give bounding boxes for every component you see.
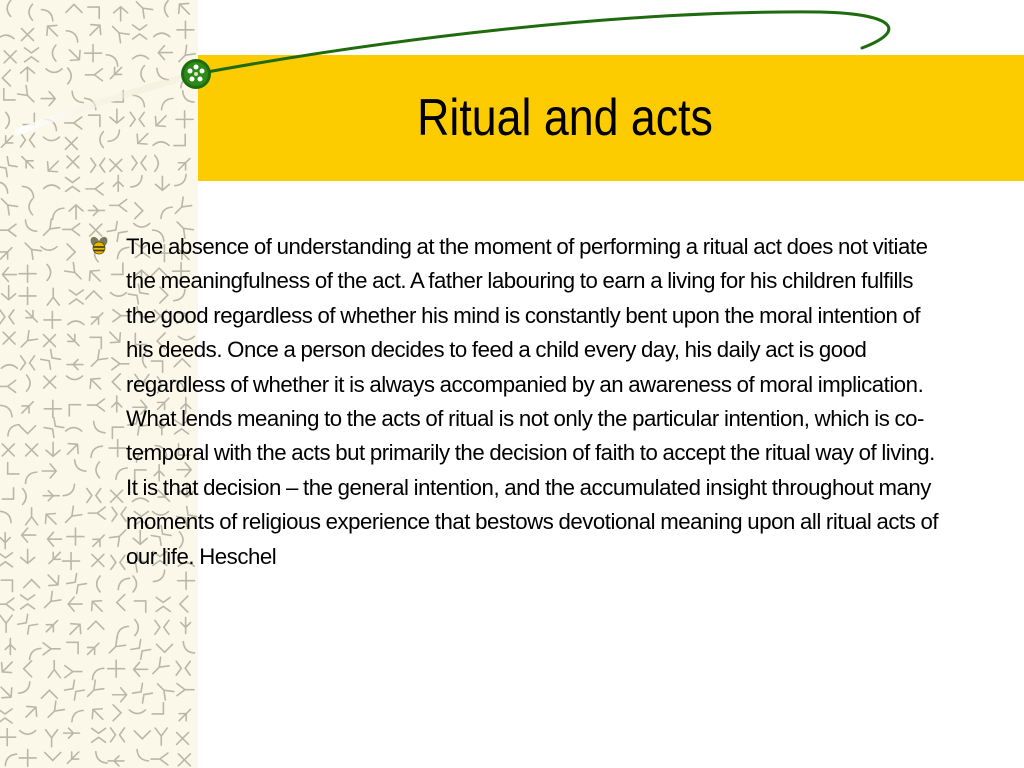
pattern-glyph [41,92,55,106]
pattern-glyph [66,4,82,12]
pattern-glyph [26,508,38,525]
pattern-glyph [181,617,191,633]
pattern-glyph [154,33,170,37]
pattern-glyph [21,29,33,41]
pattern-glyph [177,684,194,696]
pattern-glyph [133,55,149,59]
pattern-glyph [108,22,129,43]
pattern-glyph [21,595,35,609]
pattern-glyph [158,46,172,60]
pattern-glyph [112,91,129,108]
pattern-glyph [7,0,11,16]
pattern-glyph [157,644,173,652]
pattern-glyph [45,549,63,567]
pattern-glyph [46,69,62,73]
pattern-glyph [18,86,39,107]
pattern-glyph [83,680,104,701]
pattern-glyph [43,570,63,590]
pattern-glyph [2,444,14,456]
pattern-glyph [153,680,174,701]
pattern-glyph [88,621,104,629]
pattern-glyph [63,484,77,498]
pattern-glyph [135,203,143,219]
pattern-glyph [63,439,83,459]
pattern-glyph [70,91,84,105]
pattern-glyph [21,549,35,563]
pattern-glyph [68,68,72,84]
pattern-glyph [67,574,87,594]
pattern-glyph [108,660,125,677]
pattern-glyph [135,620,139,636]
pattern-glyph [0,682,16,702]
pattern-glyph [131,640,151,660]
pattern-glyph [0,709,12,723]
pattern-glyph [20,731,36,735]
pattern-glyph [174,134,191,151]
pattern-glyph [20,426,36,434]
pattern-glyph [85,20,105,40]
pattern-glyph [85,96,99,110]
pattern-glyph [132,156,146,170]
pattern-glyph [113,705,121,721]
pattern-glyph [44,311,61,328]
pattern-glyph [21,702,41,722]
pattern-glyph [46,730,58,747]
pattern-glyph [87,596,107,616]
pattern-glyph [131,176,145,190]
pattern-glyph [29,199,32,215]
pattern-glyph [47,288,59,305]
pattern-glyph [116,576,130,590]
pattern-glyph [152,703,169,720]
pattern-glyph [22,307,40,325]
pattern-glyph [24,661,32,677]
pattern-glyph [0,224,16,236]
pattern-glyph [44,185,60,189]
pattern-glyph [19,287,36,304]
pattern-glyph [22,528,36,542]
pattern-glyph [43,617,61,635]
pattern-glyph [65,619,85,639]
pattern-glyph [0,533,10,549]
pattern-glyph [72,460,86,474]
pattern-glyph [159,96,173,110]
pattern-glyph [134,731,150,739]
pattern-glyph [47,264,51,280]
pattern-glyph [64,399,81,416]
pattern-glyph [89,110,106,127]
pattern-glyph [107,64,125,82]
pattern-glyph [45,752,61,760]
bee-bullet-icon [88,235,110,257]
pattern-glyph [2,286,16,300]
pattern-glyph [65,137,77,149]
pattern-glyph [22,184,36,198]
pattern-glyph [180,91,194,105]
pattern-glyph [114,7,128,21]
pattern-glyph [65,680,85,700]
pattern-glyph [97,576,101,592]
pattern-glyph [4,51,16,63]
pattern-glyph [153,142,169,146]
pattern-glyph [40,591,61,612]
pattern-glyph [23,470,37,484]
pattern-glyph [21,133,35,147]
pattern-glyph [175,45,196,66]
pattern-glyph [43,156,63,176]
pattern-glyph [92,728,106,742]
pattern-glyph [46,442,60,456]
pattern-glyph [113,175,123,191]
pattern-glyph [43,491,59,501]
pattern-glyph [110,199,127,211]
pattern-glyph [44,701,65,722]
pattern-glyph [43,643,60,655]
pattern-glyph [0,598,14,610]
pattern-glyph [6,112,10,128]
pattern-glyph [105,637,126,658]
pattern-glyph [23,489,27,505]
pattern-glyph [20,67,34,81]
pattern-glyph [26,444,38,456]
pattern-glyph [115,624,129,638]
pattern-glyph [141,66,145,82]
pattern-glyph [67,637,84,654]
pattern-glyph [43,137,59,141]
pattern-glyph [24,580,40,588]
pattern-glyph [0,244,15,262]
pattern-glyph [110,109,124,123]
pattern-glyph [134,595,151,612]
pattern-glyph [0,553,12,567]
pattern-glyph [1,365,17,369]
pattern-glyph [91,158,105,172]
pattern-glyph [175,174,189,188]
pattern-glyph [0,157,17,177]
pattern-glyph [113,688,127,702]
pattern-glyph [67,156,79,168]
pattern-glyph [133,93,147,107]
pattern-glyph [65,666,82,678]
pattern-glyph [178,74,192,88]
pattern-glyph [106,52,120,66]
pattern-glyph [176,661,190,675]
pattern-glyph [180,596,188,612]
pattern-glyph [68,321,84,325]
pattern-glyph [134,662,148,676]
pattern-glyph [41,247,57,251]
pattern-glyph [43,21,63,41]
pattern-glyph [2,488,19,505]
pattern-glyph [67,244,75,260]
pattern-glyph [100,132,104,148]
pattern-glyph [93,752,107,766]
pattern-glyph [133,25,147,39]
pattern-glyph [0,132,16,150]
pattern-glyph [52,45,56,61]
pattern-glyph [64,728,80,738]
pattern-glyph [111,728,125,742]
pattern-glyph [0,729,16,746]
pattern-glyph [176,111,193,128]
pattern-glyph [174,0,194,19]
pattern-glyph [69,205,83,219]
pattern-glyph [151,111,171,131]
pattern-glyph [2,268,16,282]
pattern-glyph [90,666,104,680]
pattern-glyph [42,464,56,478]
pattern-glyph [130,112,144,126]
pattern-glyph [110,159,122,171]
pattern-glyph [0,89,15,106]
pattern-glyph [29,4,33,20]
pattern-glyph [0,657,17,677]
pattern-glyph [41,509,61,529]
pattern-glyph [134,224,150,228]
pattern-glyph [132,0,153,18]
pattern-glyph [67,528,84,545]
pattern-glyph [67,360,83,370]
pattern-glyph [27,375,31,391]
pattern-glyph [23,220,37,234]
pattern-glyph [19,749,36,766]
pattern-glyph [84,640,102,658]
pattern-glyph [155,176,169,190]
pattern-glyph [45,117,59,131]
pattern-glyph [68,597,82,611]
pattern-glyph [66,28,80,42]
pattern-glyph [155,728,167,745]
pattern-glyph [3,752,17,766]
pattern-glyph [1,574,18,591]
pattern-glyph [165,1,169,17]
pattern-glyph [17,331,38,352]
pattern-glyph [177,732,189,744]
pattern-glyph [117,594,125,610]
pattern-glyph [178,572,195,589]
pattern-glyph [39,219,60,240]
pattern-glyph [18,614,38,634]
pattern-glyph [24,48,38,62]
pattern-glyph [65,45,85,65]
pattern-glyph [65,117,82,129]
pattern-glyph [86,183,103,195]
pattern-glyph [2,70,10,86]
pattern-glyph [48,661,60,678]
pattern-glyph [175,155,193,173]
pattern-glyph [5,422,19,436]
pattern-glyph [177,21,194,38]
pattern-glyph [18,682,32,696]
pattern-glyph [149,657,170,678]
pattern-glyph [88,704,108,724]
pattern-glyph [5,638,15,654]
pattern-glyph [63,223,80,235]
pattern-glyph [133,683,153,703]
pattern-glyph [23,113,40,130]
pattern-glyph [108,130,122,144]
pattern-glyph [64,331,82,349]
bullet-text: The absence of understanding at the moment of performing a ritual act does not vitiate the meaningfulness of the act. A father labouring to earn a living for his children fulfills the good regardless of whether his mind is constantly bent upon the moral intention of his deeds. Once a person decides to feed a child every day, his daily act is good regardless of whether it is always accompanied by an awareness of moral implication. What lends meaning to the acts of ritual is not only the particular intention, which is co-temporal with the acts but primarily the decision of faith to accept the ritual way of living. It is that decision – the general intention, and the accumulated insight throughout many moments of religious experience that bestows devotional meaning upon all ritual acts of our life. Heschel [126,234,939,569]
pattern-glyph [0,310,14,324]
pattern-glyph [88,205,104,215]
pattern-glyph [0,35,14,39]
pattern-glyph [154,68,168,82]
pattern-glyph [171,197,192,218]
pattern-glyph [156,597,170,611]
pattern-glyph [67,376,83,380]
pattern-glyph [64,748,82,766]
pattern-glyph [21,356,35,370]
pattern-glyph [21,239,42,260]
pattern-glyph [108,756,124,766]
pattern-glyph [41,349,61,369]
pattern-glyph [85,69,102,81]
pattern-glyph [41,690,57,698]
pattern-glyph [61,506,82,527]
pattern-glyph [69,708,83,722]
pattern-glyph [18,398,36,416]
pattern-glyph [42,7,56,21]
pattern-glyph [3,332,15,344]
pattern-glyph [0,179,10,193]
pattern-glyph [65,177,79,191]
pattern-glyph [135,749,149,763]
slide-title: Ritual and acts [417,89,713,147]
pattern-glyph [155,155,159,171]
pattern-glyph [27,646,41,660]
pattern-glyph [151,753,168,765]
pattern-glyph [44,400,61,417]
pattern-glyph [50,206,64,220]
pattern-glyph [85,45,102,62]
pattern-glyph [0,194,18,215]
pattern-glyph [69,290,83,304]
pattern-glyph [133,576,137,592]
bullet-item [88,230,948,574]
pattern-glyph [65,263,86,284]
pattern-glyph [44,376,56,388]
pattern-glyph [0,615,12,632]
pattern-glyph [2,463,19,480]
slide-body [88,230,948,574]
pattern-glyph [0,380,16,392]
pattern-glyph [129,710,145,714]
pattern-glyph [48,532,62,546]
pattern-glyph [133,129,153,149]
pattern-glyph [1,403,15,417]
pattern-glyph [66,428,82,432]
pattern-glyph [19,265,36,282]
pattern-glyph [18,153,36,171]
pattern-glyph [176,706,194,724]
pattern-glyph [181,642,195,656]
pattern-glyph [43,335,55,347]
pattern-glyph [63,553,80,570]
pattern-glyph [158,205,172,219]
pattern-glyph [155,620,169,634]
pattern-glyph [44,418,64,438]
pattern-glyph [178,754,190,766]
pattern-glyph [88,1,105,18]
pattern-glyph [0,509,14,523]
